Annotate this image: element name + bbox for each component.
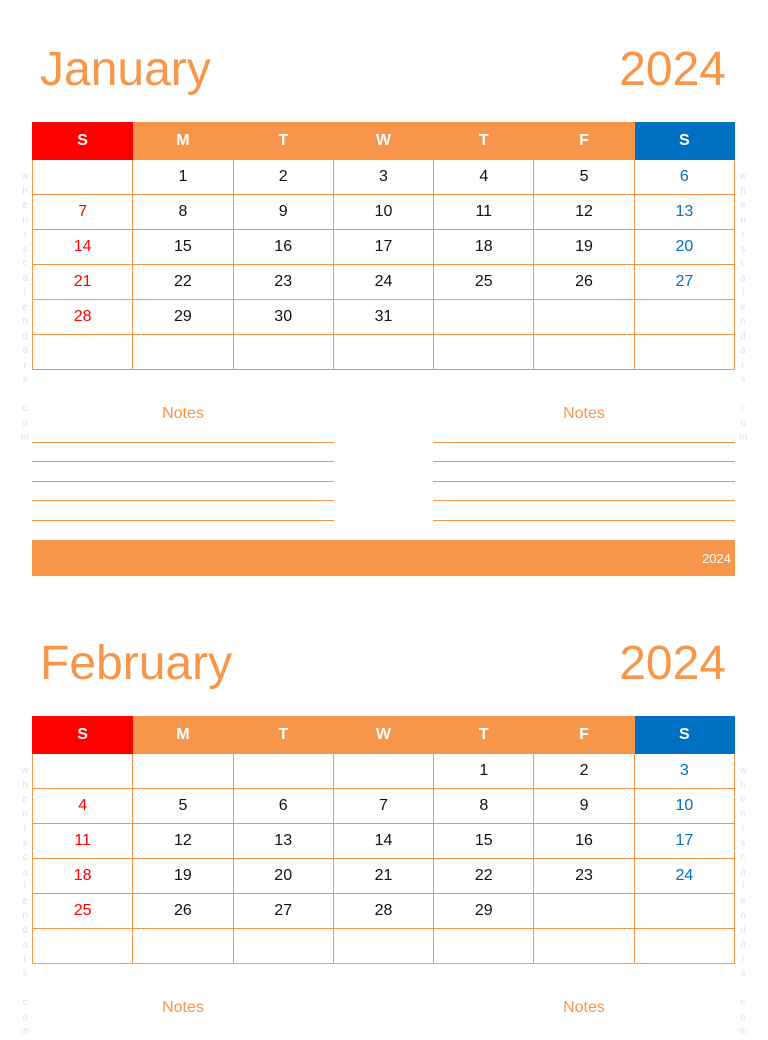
- day-cell: 26: [534, 265, 634, 300]
- weekday-header-tuesday: T: [233, 123, 333, 160]
- empty-day-cell: [133, 335, 233, 370]
- day-cell: 14: [33, 230, 133, 265]
- weeks-body: [33, 754, 735, 964]
- day-cell: 20: [634, 230, 734, 265]
- day-cell: 15: [133, 230, 233, 265]
- note-line: [433, 500, 735, 501]
- footer-bar: [32, 540, 735, 576]
- day-cell: 17: [634, 824, 734, 859]
- note-line: [433, 461, 735, 462]
- day-cell: 6: [634, 160, 734, 195]
- weekday-header-row: [33, 717, 735, 754]
- day-cell: 19: [133, 859, 233, 894]
- note-line: [433, 481, 735, 482]
- weekday-header-tuesday: T: [233, 717, 333, 754]
- day-cell: 25: [434, 265, 534, 300]
- day-cell: 21: [33, 265, 133, 300]
- week-row: [33, 335, 735, 370]
- week-row: [33, 195, 735, 230]
- day-cell: 28: [333, 894, 433, 929]
- empty-day-cell: [634, 929, 734, 964]
- week-row: [33, 160, 735, 195]
- empty-day-cell: [333, 754, 433, 789]
- day-cell: 1: [133, 160, 233, 195]
- week-row: [33, 929, 735, 964]
- day-cell: 29: [133, 300, 233, 335]
- day-cell: 10: [634, 789, 734, 824]
- note-line: [433, 442, 735, 443]
- year-title: 2024: [619, 637, 726, 690]
- weekday-header-monday: M: [133, 717, 233, 754]
- watermark-right: [738, 764, 748, 1040]
- weekday-header-wednesday: W: [333, 717, 433, 754]
- day-cell: 6: [233, 789, 333, 824]
- week-row: [33, 789, 735, 824]
- day-cell: 7: [33, 195, 133, 230]
- day-cell: 9: [534, 789, 634, 824]
- notes-label: Notes: [563, 999, 605, 1016]
- empty-day-cell: [434, 335, 534, 370]
- watermark-left: [20, 764, 30, 1040]
- month-title: February: [40, 637, 233, 690]
- day-cell: 5: [133, 789, 233, 824]
- footer-year: 2024: [702, 551, 731, 566]
- weekday-header-friday: F: [534, 123, 634, 160]
- day-cell: 18: [33, 859, 133, 894]
- day-cell: 15: [434, 824, 534, 859]
- day-cell: 26: [133, 894, 233, 929]
- day-cell: 12: [133, 824, 233, 859]
- watermark-right: [738, 170, 748, 446]
- empty-day-cell: [233, 754, 333, 789]
- day-cell: 4: [434, 160, 534, 195]
- day-cell: 10: [333, 195, 433, 230]
- day-cell: 14: [333, 824, 433, 859]
- weekday-header-sunday: S: [33, 717, 133, 754]
- day-cell: 8: [133, 195, 233, 230]
- weekday-header-thursday: T: [434, 123, 534, 160]
- note-line: [32, 500, 334, 501]
- day-cell: 12: [534, 195, 634, 230]
- watermark-text: w h e n i s c a l e n d a r s . c o m: [20, 171, 30, 443]
- weekday-header-row: [33, 123, 735, 160]
- day-cell: 30: [233, 300, 333, 335]
- empty-day-cell: [333, 335, 433, 370]
- day-cell: 25: [33, 894, 133, 929]
- day-cell: 27: [233, 894, 333, 929]
- empty-day-cell: [133, 929, 233, 964]
- empty-day-cell: [634, 894, 734, 929]
- empty-day-cell: [534, 300, 634, 335]
- weekday-header-thursday: T: [434, 717, 534, 754]
- day-cell: 21: [333, 859, 433, 894]
- calendar-grid-february: [32, 716, 735, 964]
- week-row: [33, 824, 735, 859]
- day-cell: 16: [534, 824, 634, 859]
- empty-day-cell: [434, 929, 534, 964]
- empty-day-cell: [233, 335, 333, 370]
- week-row: [33, 265, 735, 300]
- day-cell: 18: [434, 230, 534, 265]
- day-cell: 2: [233, 160, 333, 195]
- week-row: [33, 894, 735, 929]
- empty-day-cell: [534, 335, 634, 370]
- day-cell: 19: [534, 230, 634, 265]
- year-title: 2024: [619, 43, 726, 96]
- empty-day-cell: [634, 300, 734, 335]
- weekday-header-saturday: S: [634, 717, 734, 754]
- watermark-left: [20, 170, 30, 446]
- empty-day-cell: [333, 929, 433, 964]
- day-cell: 28: [33, 300, 133, 335]
- weekday-header-friday: F: [534, 717, 634, 754]
- day-cell: 11: [33, 824, 133, 859]
- day-cell: 24: [634, 859, 734, 894]
- empty-day-cell: [233, 929, 333, 964]
- empty-day-cell: [33, 335, 133, 370]
- day-cell: 23: [233, 265, 333, 300]
- weekday-header-monday: M: [133, 123, 233, 160]
- day-cell: 3: [634, 754, 734, 789]
- day-cell: 29: [434, 894, 534, 929]
- week-row: [33, 754, 735, 789]
- notes-label: Notes: [563, 405, 605, 422]
- day-cell: 3: [333, 160, 433, 195]
- day-cell: 1: [434, 754, 534, 789]
- day-cell: 13: [233, 824, 333, 859]
- weekday-header-saturday: S: [634, 123, 734, 160]
- day-cell: 23: [534, 859, 634, 894]
- weekday-header-wednesday: W: [333, 123, 433, 160]
- day-cell: 4: [33, 789, 133, 824]
- empty-day-cell: [534, 894, 634, 929]
- watermark-text: w h e n i s c a l e n d a r s . c o m: [738, 171, 748, 443]
- empty-day-cell: [434, 300, 534, 335]
- day-cell: 8: [434, 789, 534, 824]
- note-line: [32, 520, 334, 521]
- day-cell: 27: [634, 265, 734, 300]
- empty-day-cell: [33, 754, 133, 789]
- empty-day-cell: [634, 335, 734, 370]
- day-cell: 16: [233, 230, 333, 265]
- day-cell: 22: [133, 265, 233, 300]
- empty-day-cell: [133, 754, 233, 789]
- day-cell: 2: [534, 754, 634, 789]
- week-row: [33, 859, 735, 894]
- month-title: January: [40, 43, 211, 96]
- week-row: [33, 300, 735, 335]
- day-cell: 24: [333, 265, 433, 300]
- day-cell: 22: [434, 859, 534, 894]
- note-line: [433, 520, 735, 521]
- day-cell: 17: [333, 230, 433, 265]
- empty-day-cell: [33, 160, 133, 195]
- day-cell: 7: [333, 789, 433, 824]
- week-row: [33, 230, 735, 265]
- day-cell: 9: [233, 195, 333, 230]
- day-cell: 31: [333, 300, 433, 335]
- weeks-body: [33, 160, 735, 370]
- day-cell: 20: [233, 859, 333, 894]
- weekday-header-sunday: S: [33, 123, 133, 160]
- calendar-grid-january: [32, 122, 735, 370]
- watermark-text: w h e n i s c a l e n d a r s . c o m: [20, 765, 30, 1037]
- note-line: [32, 442, 334, 443]
- empty-day-cell: [534, 929, 634, 964]
- notes-label: Notes: [162, 999, 204, 1016]
- notes-label: Notes: [162, 405, 204, 422]
- day-cell: 11: [434, 195, 534, 230]
- note-line: [32, 481, 334, 482]
- watermark-text: w h e n i s c a l e n d a r s . c o m: [738, 765, 748, 1037]
- note-line: [32, 461, 334, 462]
- day-cell: 5: [534, 160, 634, 195]
- empty-day-cell: [33, 929, 133, 964]
- day-cell: 13: [634, 195, 734, 230]
